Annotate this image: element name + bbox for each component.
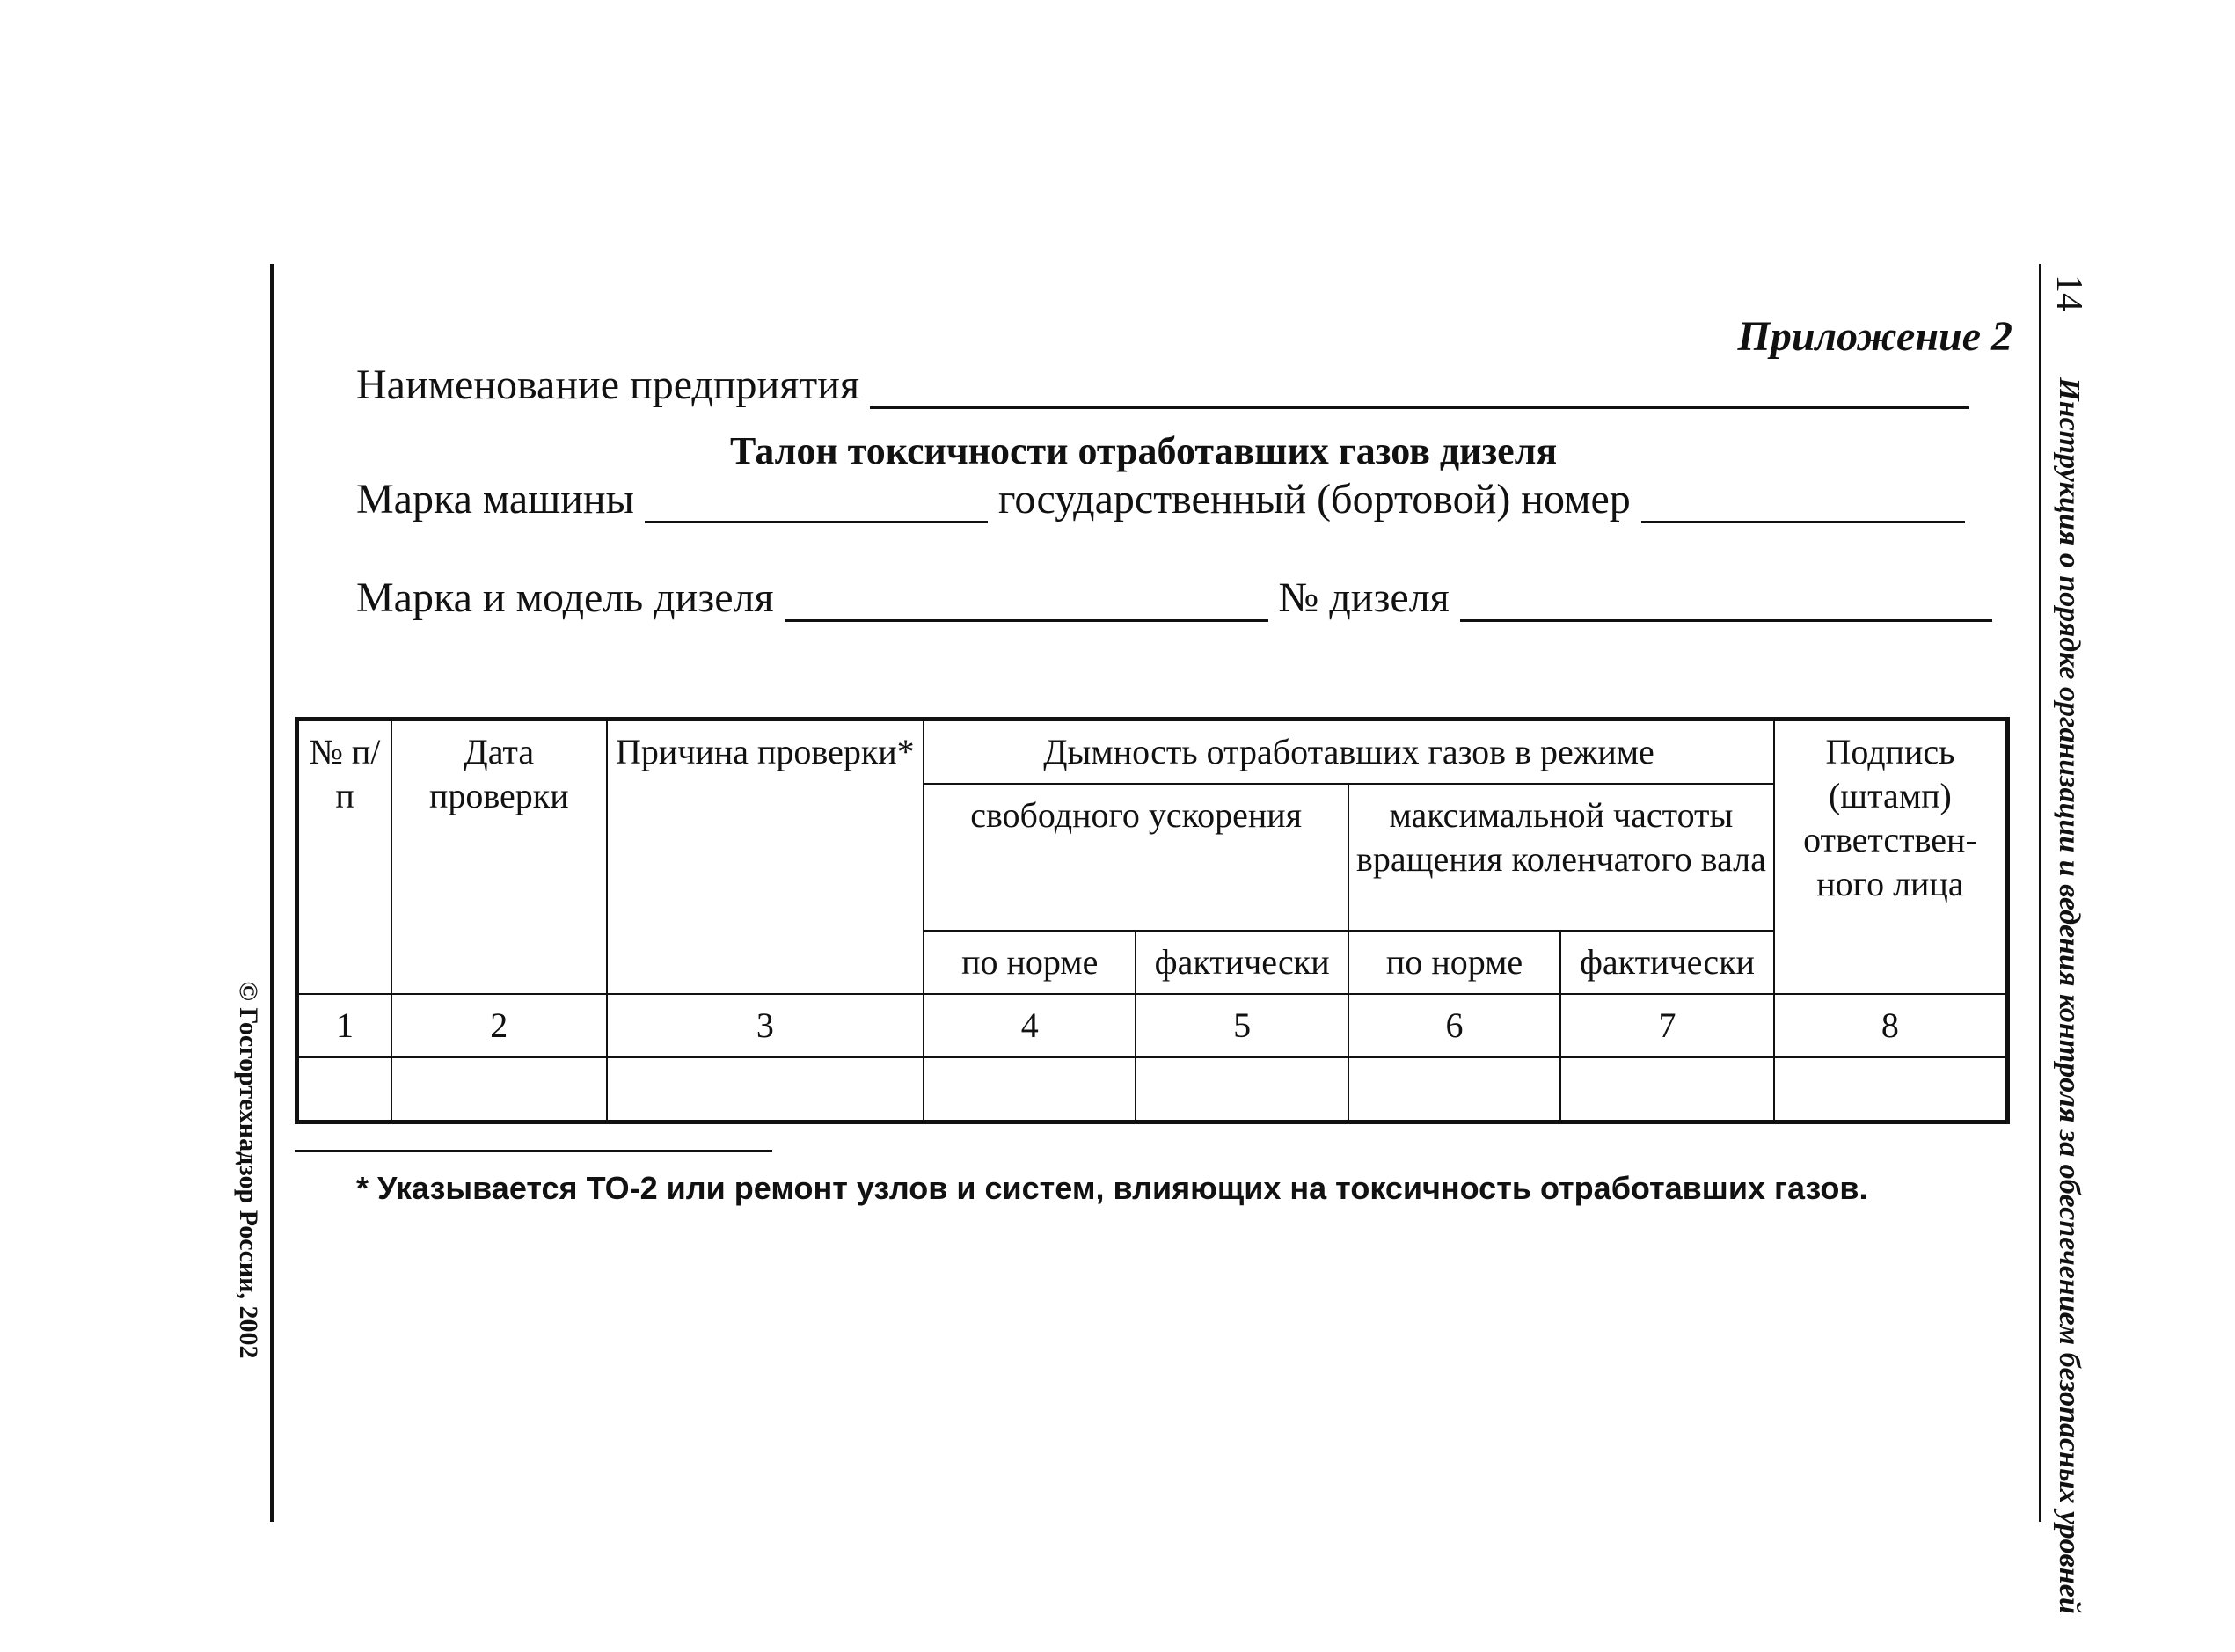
enterprise-line	[356, 361, 1969, 409]
header-number: № п/п	[297, 720, 392, 995]
column-number: 4	[924, 994, 1136, 1057]
column-numbers-row	[297, 994, 2008, 1057]
reg-number-label: государственный (бортовой) номер	[997, 476, 1631, 523]
header-signature: Подпись (штамп) ответствен-ного лица	[1774, 720, 2008, 995]
table-cell[interactable]	[924, 1057, 1136, 1122]
copyright-note: © Госгортехнадзор России, 2002	[234, 981, 263, 1359]
form-title: Талон токсичности отработавших газов дизеля	[730, 429, 1558, 472]
header-date: Дата проверки	[391, 720, 606, 995]
column-number: 7	[1560, 994, 1774, 1057]
table-cell[interactable]	[297, 1057, 392, 1122]
enterprise-label: Наименование предприятия	[356, 362, 860, 408]
footnote-divider	[295, 1150, 772, 1152]
header-reason: Причина проверки*	[607, 720, 924, 995]
column-number: 8	[1774, 994, 2008, 1057]
left-margin-rule	[270, 264, 274, 1522]
table-cell[interactable]	[1774, 1057, 2008, 1122]
column-number: 2	[391, 994, 606, 1057]
appendix-label: Приложение 2	[1737, 313, 2012, 360]
engine-number-label: № дизеля	[1278, 574, 1450, 621]
header-norm-max: по норме	[1348, 931, 1560, 994]
table-cell[interactable]	[1348, 1057, 1560, 1122]
enterprise-field[interactable]	[870, 375, 1969, 409]
header-actual-max: фактически	[1560, 931, 1774, 994]
engine-line	[356, 574, 1992, 622]
machine-line	[356, 475, 1965, 523]
engine-model-label: Марка и модель дизеля	[356, 574, 774, 621]
right-margin-rule	[2039, 264, 2041, 1522]
page-number: 14	[2049, 274, 2089, 311]
header-smoke-group: Дымность отработавших газов в режиме	[924, 720, 1774, 785]
table-cell[interactable]	[1560, 1057, 1774, 1122]
empty-data-row	[297, 1057, 2008, 1122]
header-actual-free: фактически	[1136, 931, 1348, 994]
footnote: * Указывается ТО-2 или ремонт узлов и систем, влияющих на токсичность отработавших газов.	[356, 1170, 1868, 1206]
reg-number-field[interactable]	[1641, 489, 1965, 523]
engine-model-field[interactable]	[785, 588, 1268, 622]
header-free-acceleration: свободного ускорения	[924, 784, 1348, 931]
header-norm-free: по норме	[924, 931, 1136, 994]
table-cell[interactable]	[607, 1057, 924, 1122]
table-cell[interactable]	[391, 1057, 606, 1122]
column-number: 1	[297, 994, 392, 1057]
table-cell[interactable]	[1136, 1057, 1348, 1122]
toxicity-table	[295, 717, 2010, 1124]
header-row-1	[297, 720, 2008, 785]
column-number: 3	[607, 994, 924, 1057]
header-max-frequency: максимальной частоты вращения коленчатого вала	[1348, 784, 1774, 931]
machine-brand-field[interactable]	[645, 489, 988, 523]
machine-brand-label: Марка машины	[356, 476, 634, 523]
engine-number-field[interactable]	[1460, 588, 1992, 622]
column-number: 5	[1136, 994, 1348, 1057]
column-number: 6	[1348, 994, 1560, 1057]
running-title: Инструкция о порядке организации и ведения контроля за обеспечением безопасных уровней	[2053, 377, 2085, 1614]
